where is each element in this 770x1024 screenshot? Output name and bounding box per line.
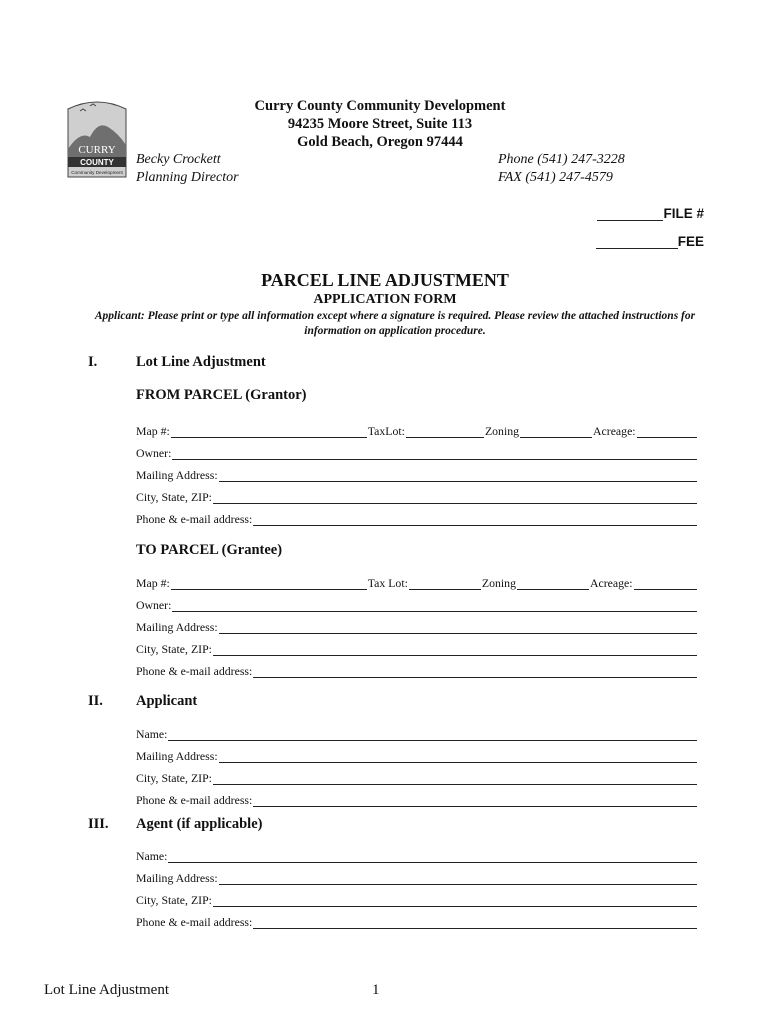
to-mailing-label: Mailing Address: [136,620,218,634]
from-city-field[interactable] [213,492,697,504]
org-street: 94235 Moore Street, Suite 113 [287,116,473,132]
to-city-row [136,640,698,656]
county-logo-graphic [66,97,128,179]
from-mailing-label: Mailing Address: [136,468,218,482]
agent-city-label: City, State, ZIP: [136,893,212,907]
agent-phone-row [136,913,698,929]
to-mailing-row [136,618,698,634]
to-owner-label: Owner: [136,598,172,612]
to-zoning-label: Zoning [481,576,516,590]
from-map-field[interactable] [171,426,367,438]
agent-mailing-row [136,869,698,885]
to-owner-row [136,596,698,612]
from-mailing-field[interactable] [219,470,697,482]
applicant-name-label: Name: [136,727,168,741]
to-city-label: City, State, ZIP: [136,642,212,656]
from-zoning-label: Zoning [484,424,520,438]
to-zoning-field[interactable] [517,578,589,590]
to-owner-field[interactable] [172,600,697,612]
agent-mailing-field[interactable] [219,873,697,885]
agent-name-row [136,847,698,863]
section-2-number: II. [88,693,103,709]
fee-label: FEE [677,234,704,249]
section-2-title: Applicant [136,693,198,709]
from-zoning-field[interactable] [520,426,592,438]
agent-name-label: Name: [136,849,168,863]
file-number-field[interactable] [597,206,704,221]
file-number-label: FILE # [663,206,704,221]
to-map-field[interactable] [171,578,367,590]
logo-bottom-text: Community Development [71,170,123,175]
from-phone-label: Phone & e-mail address: [136,512,253,526]
phone-number: Phone (541) 247-3228 [498,152,625,167]
to-taxlot-field[interactable] [409,578,481,590]
agent-name-field[interactable] [168,851,697,863]
from-city-label: City, State, ZIP: [136,490,212,504]
agent-city-row [136,891,698,907]
section-1-title: Lot Line Adjustment [136,354,266,370]
director-name: Becky Crockett [136,152,221,167]
applicant-city-label: City, State, ZIP: [136,771,212,785]
applicant-city-row [136,769,698,785]
logo-band-text: COUNTY [80,158,114,167]
org-city: Gold Beach, Oregon 97444 [297,134,463,150]
from-parcel-title: FROM PARCEL (Grantor) [136,387,307,403]
org-name: Curry County Community Development [254,98,506,114]
fee-blank[interactable] [596,236,678,249]
fee-field[interactable] [596,234,704,249]
applicant-name-row [136,725,698,741]
applicant-mailing-field[interactable] [219,751,697,763]
director-title: Planning Director [136,170,239,185]
to-phone-row [136,662,698,678]
footer-doc-name: Lot Line Adjustment [44,982,169,998]
to-map-label: Map #: [136,576,170,590]
to-taxlot-label: Tax Lot: [367,576,408,590]
form-instructions: Applicant: Please print or type all information except where a signature is required. Please review the attached instructions for information on application procedure. [94,310,696,337]
applicant-phone-label: Phone & e-mail address: [136,793,253,807]
from-owner-label: Owner: [136,446,172,460]
from-mailing-row [136,466,698,482]
from-taxlot-field[interactable] [406,426,484,438]
county-logo [66,97,128,179]
from-phone-field[interactable] [253,514,697,526]
agent-phone-field[interactable] [253,917,697,929]
applicant-phone-field[interactable] [253,795,697,807]
agent-mailing-label: Mailing Address: [136,871,218,885]
applicant-name-field[interactable] [168,729,697,741]
from-taxlot-label: TaxLot: [367,424,405,438]
to-city-field[interactable] [213,644,697,656]
section-1-number: I. [88,354,98,370]
applicant-mailing-row [136,747,698,763]
from-map-label: Map #: [136,424,170,438]
form-title: PARCEL LINE ADJUSTMENT [261,270,509,290]
agent-city-field[interactable] [213,895,697,907]
applicant-mailing-label: Mailing Address: [136,749,218,763]
footer-page-number: 1 [372,982,380,998]
from-parcel-map-row [136,422,698,438]
applicant-city-field[interactable] [213,773,697,785]
from-owner-field[interactable] [172,448,697,460]
applicant-phone-row [136,791,698,807]
fax-number: FAX (541) 247-4579 [498,170,613,185]
section-3-title: Agent (if applicable) [136,816,263,832]
to-acreage-label: Acreage: [589,576,633,590]
from-acreage-label: Acreage: [593,424,636,438]
from-acreage-field[interactable] [637,426,697,438]
from-phone-row [136,510,698,526]
form-subtitle: APPLICATION FORM [313,292,457,307]
to-mailing-field[interactable] [219,622,697,634]
from-city-row [136,488,698,504]
to-phone-label: Phone & e-mail address: [136,664,253,678]
from-owner-row [136,444,698,460]
to-parcel-map-row [136,574,698,590]
to-parcel-title: TO PARCEL (Grantee) [136,542,283,558]
file-number-blank[interactable] [597,208,663,221]
to-phone-field[interactable] [253,666,697,678]
agent-phone-label: Phone & e-mail address: [136,915,253,929]
section-3-number: III. [88,816,109,832]
to-acreage-field[interactable] [634,578,697,590]
logo-top-text: CURRY [78,144,116,156]
